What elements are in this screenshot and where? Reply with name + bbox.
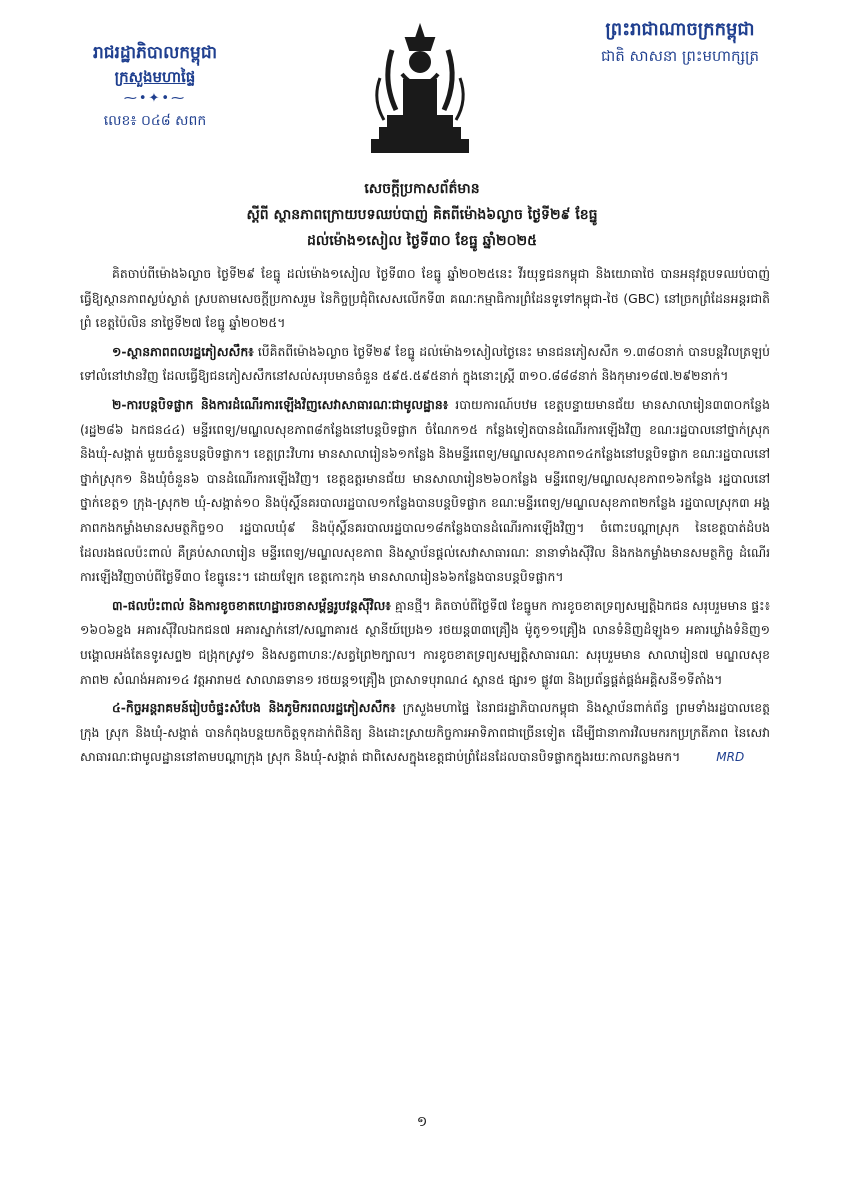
initials-signature: MRD xyxy=(716,750,745,765)
section-2-text: របាយការណ៍បឋម ខេត្តបន្ទាយមានជ័យ មានសាលារៀន៣៣០កន្លែង (រដ្ឋ២៨៦ ឯកជន៤៤) មន្ទីរពេទ្យ/មណ្ឌលសុខភាព៨កន្លែងនៅបន្តបិទផ្លាក ចំណែក១៥ កន្លែងទៀតបានដំណើរការឡើងវិញ ខណៈរដ្ឋបាលនៅថ្នាក់ស្រុក និងឃុំ-សង្កាត់ មួយចំនួនបន្តបិទផ្លាក។ ខេត្តព្រះវិហារ មានសាលារៀន៦១កន្លែង និងមន្ទីរពេទ្យ/មណ្ឌលសុខភាព១៤កន្លែងនៅបន្តបិទផ្លាក ខណៈរដ្ឋបាលនៅថ្នាក់ស្រុក១ និងឃុំចំនួន៦ បានដំណើរការឡើងវិញ។ ខេត្តឧត្តរមានជ័យ មានសាលារៀន២៦០កន្លែង មន្ទីរពេទ្យ/មណ្ឌលសុខភាព១៦កន្លែង រដ្ឋបាលនៅថ្នាក់ខេត្ត១ ក្រុង-ស្រុក២ ឃុំ-សង្កាត់១០ និងប៉ុស្តិ៍នគរបាលរដ្ឋបាល១កន្លែងបានបន្តបិទផ្លាក ខណៈមន្ទីរពេទ្យ/មណ្ឌលសុខភាព២កន្លែង រដ្ឋបាលស្រុក៣ អង្គភាពកងកម្លាំងមានសមត្ថកិច្ច១០ រដ្ឋបាលឃុំ៩ និងប៉ុស្តិ៍នគរបាលរដ្ឋបាល១៨កន្លែងបានដំណើរការឡើងវិញ។ ចំពោះបណ្តាស្រុក នៃខេត្តបាត់ដំបង ដែលរងផលប៉ះពាល់ គឺគ្រប់សាលារៀន មន្ទីរពេទ្យ/មណ្ឌលសុខភាព និងស្ថាប័នផ្តល់សេវាសាធារណៈ នានាទាំងស៊ីវិល និងកងកម្លាំងមានសមត្ថកិច្ច ដំណើរការឡើងវិញចាប់ពីថ្ងៃទី៣០ ខែធ្នូនេះ។ ដោយឡែក ខេត្តកោះកុង មានសាលារៀន៦៦កន្លែងបានបន្តបិទផ្លាក។ xyxy=(80,396,770,585)
ministry-header xyxy=(50,40,260,132)
announcement-body xyxy=(80,262,770,774)
intro-paragraph: គិតចាប់ពីម៉ោង៦ល្ងាច ថ្ងៃទី២៩ ខែធ្នូ ដល់ម៉ោង១សៀល ថ្ងៃទី៣០ ខែធ្នូ ឆ្នាំ២០២៥នេះ វីរយុទ្ធជនកម្ពុជា និងយោធាថៃ បានអនុវត្តបទឈប់បាញ់ ធ្វើឱ្យស្ថានភាពស្ងប់ស្ងាត់ ស្របតាមសេចក្តីប្រកាសរួម នៃកិច្ចប្រជុំពិសេសលើកទី៣ គណៈកម្មាធិការព្រំដែនទូទៅកម្ពុជា-ថៃ (GBC) នៅច្រកព្រំដែនអន្តរជាតិព្រំ ខេត្តប៉ៃលិន នាថ្ងៃទី២៧ ខែធ្នូ ឆ្នាំ២០២៥។ xyxy=(80,266,770,331)
national-motto: ជាតិ សាសនា ព្រះមហាក្សត្រ xyxy=(600,47,760,65)
section-1-text: បើគិតពីម៉ោង៦ល្ងាច ថ្ងៃទី២៩ ខែធ្នូ ដល់ម៉ោង១សៀលថ្ងៃនេះ មានជនភៀសសឹក ១.៣៨០នាក់ បានបន្តវិលត្រឡប់ទៅលំនៅឋានវិញ ដែលធ្វើឱ្យជនភៀសសឹកនៅសល់សរុបមានចំនួន ៥៩៥.៥៩៥នាក់ ក្នុងនោះស្ត្រី ៣១០.៨៨៨នាក់ និងកុមារ១៨៧.២៩២នាក់។ xyxy=(80,343,770,384)
title-line-1: សេចក្តីប្រកាសព័ត៌មាន xyxy=(364,181,480,197)
section-2-paragraph xyxy=(80,393,770,590)
section-2-heading: ២-ការបន្តបិទផ្លាក និងការដំណើរការឡើងវិញសេវាសាធារណៈជាមូលដ្ឋាន៖ xyxy=(112,396,449,412)
title-line-3: ដល់ម៉ោង១សៀល ថ្ងៃទី៣០ ខែធ្នូ ឆ្នាំ២០២៥ xyxy=(306,233,538,249)
section-4-text: ក្រសួងមហាផ្ទៃ នៃរាជរដ្ឋាភិបាលកម្ពុជា និងស្ថាប័នពាក់ព័ន្ធ ព្រមទាំងរដ្ឋបាលខេត្ត ក្រុង ស្រុក និងឃុំ-សង្កាត់ បានកំពុងបន្តយកចិត្តទុកដាក់ពិនិត្យ និងដោះស្រាយកិច្ចការអាទិភាពជាច្រើនទៀត ដើម្បីជានាការវិលមករកប្រក្រតីភាព នៃសេវាសាធារណៈជាមូលដ្ឋាននៅតាមបណ្តាក្រុង ស្រុក និងឃុំ-សង្កាត់ ជាពិសេសក្នុងខេត្តជាប់ព្រំដែនដែលបានបិទផ្លាកក្នុងរយៈកាលកន្លងមក។ xyxy=(80,700,770,765)
announcement-title xyxy=(140,176,704,254)
section-3-text: គ្មានថ្មី។ គិតចាប់ពីថ្ងៃទី៧ ខែធ្នូមក ការខូចខាតទ្រព្យសម្បត្តិឯកជន សរុបរួមមាន ផ្ទះ៖១៦០៦ខ្នង អគារស៊ីវិលឯកជន៧ អគារស្នាក់នៅ/សណ្ឋាគារ៥ ស្ថានីយ៍ប្រេង១ រថយន្ត៣៣គ្រឿង ម៉ូតូ១១គ្រឿង លានទំនិញដំឡូង១ អគារឃ្លាំងទំនិញ១ បង្គោលអង់តែនទូរសព្ទ២ ជង្រុកស្រូវ១ និងសត្វពាហនៈ/សត្វព្រៃ២ក្បាល។ ការខូចខាតទ្រព្យសម្បត្តិសាធារណៈ សរុបរួមមាន សាលារៀន៧ មណ្ឌលសុខភាព២ សំណង់អគារ១៤ វត្តអារាម៥ សាលាឆទាន១ រថយន្ត១គ្រឿង ប្រាសាទបុរាណ៤ ស្ពាន៥ ផ្សារ១ ផ្លូវ៣ និងប្រព័ន្ធផ្គត់ផ្គង់អគ្គិសនី១ទីតាំង។ xyxy=(80,597,771,687)
section-4-heading: ៤-កិច្ចអន្តរាគមន៍រៀបចំផ្ទះសំបែង និងភូមិករពលរដ្ឋភៀសសឹក៖ xyxy=(112,700,396,716)
section-3-heading: ៣-ផលប៉ះពាល់ និងការខូចខាតហេដ្ឋារចនាសម្ព័ន្ធរូបវន្តស៊ីវិល៖ xyxy=(112,597,391,613)
kingdom-header xyxy=(560,16,800,68)
reference-number: លេខ៖ ០៤៨ សពក xyxy=(103,113,207,129)
government-name: រាជរដ្ឋាភិបាលកម្ពុជា xyxy=(92,43,218,63)
royal-emblem-icon xyxy=(362,20,478,160)
ornament-divider: ⁓•✦•⁓ xyxy=(123,91,187,106)
ministry-name: ក្រសួងមហាផ្ទៃ xyxy=(114,68,196,86)
title-line-2: ស្តីពី ស្ថានភាពក្រោយបទឈប់បាញ់ គិតពីម៉ោង៦ល្ងាច ថ្ងៃទី២៩ ខែធ្នូ xyxy=(246,207,598,223)
section-1-paragraph xyxy=(80,340,770,389)
section-4-paragraph xyxy=(80,696,770,770)
page-number: ១ xyxy=(416,1114,428,1130)
section-1-heading: ១-ស្ថានភាពពលរដ្ឋភៀសសឹក៖ xyxy=(112,343,254,359)
kingdom-name: ព្រះរាជាណាចក្រកម្ពុជា xyxy=(605,19,755,40)
section-3-paragraph xyxy=(80,594,770,692)
